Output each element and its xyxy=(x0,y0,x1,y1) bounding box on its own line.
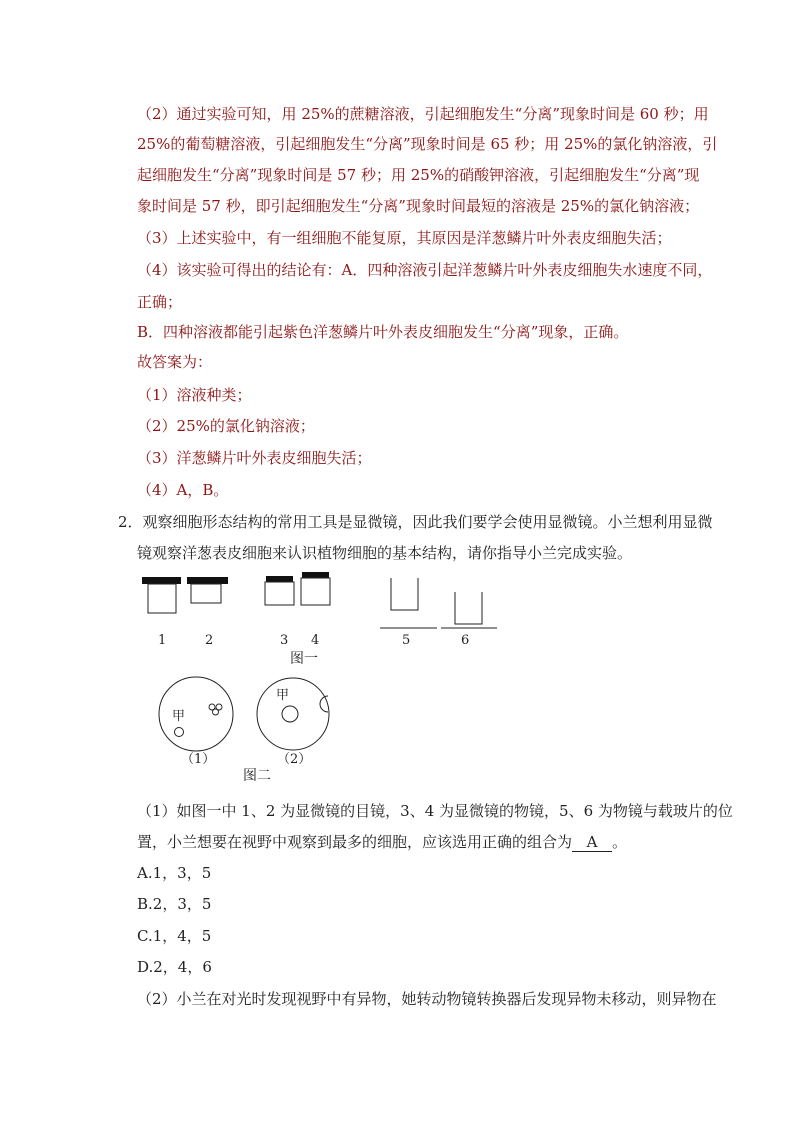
sub1-line1: （1）如图一中 1、2 为显微镜的目镜，3、4 为显微镜的物镜，5、6 为物镜与载玻片的位 xyxy=(137,802,733,820)
eyepiece-2 xyxy=(187,577,228,603)
objective-4 xyxy=(301,572,330,605)
sub1-line2-end: 。 xyxy=(612,833,628,851)
answer-1: （1）溶液种类； xyxy=(137,386,252,404)
answer-4: （4）A，B。 xyxy=(137,481,229,499)
figure2-view1-label: 甲 xyxy=(172,709,186,724)
position-6 xyxy=(441,592,497,628)
figure1-label-5: 5 xyxy=(402,633,411,648)
figure2-subcaption-2: （2） xyxy=(277,752,312,767)
objective-3 xyxy=(265,576,294,605)
figure1-label-4: 4 xyxy=(311,633,320,648)
answer-heading: 故答案为： xyxy=(137,353,213,371)
answer-p2-line3: 起细胞发生“分离”现象时间是 57 秒；用 25%的硝酸钾溶液，引起细胞发生“分离”现 xyxy=(137,166,700,184)
answer-2: （2）25%的氯化钠溶液； xyxy=(137,417,315,435)
view-1 xyxy=(159,677,233,751)
option-c: C.1，4，5 xyxy=(137,927,212,945)
answer-p3: （3）上述实验中，有一组细胞不能复原，其原因是洋葱鳞片叶外表皮细胞失活； xyxy=(137,229,672,247)
figure1-label-6: 6 xyxy=(461,633,470,648)
view-2 xyxy=(257,678,329,750)
figure1-label-3: 3 xyxy=(280,633,289,648)
answer-p2-line2: 25%的葡萄糖溶液，引起细胞发生“分离”现象时间是 65 秒；用 25%的氯化钠溶液，引 xyxy=(137,135,718,153)
answer-3: （3）洋葱鳞片叶外表皮细胞失活； xyxy=(137,449,372,467)
question2-intro-line2: 镜观察洋葱表皮细胞来认识植物细胞的基本结构，请你指导小兰完成实验。 xyxy=(137,544,633,562)
sub2-line1: （2）小兰在对光时发现视野中有异物，她转动物镜转换器后发现异物未移动，则异物在 xyxy=(137,990,717,1008)
sub1-line2-text: 置，小兰想要在视野中观察到最多的细胞，应该选用正确的组合为 xyxy=(137,833,573,851)
answer-p2-line4: 象时间是 57 秒，即引起细胞发生“分离”现象时间最短的溶液是 25%的氯化钠溶液； xyxy=(137,197,700,215)
option-b: B.2，3，5 xyxy=(137,895,212,913)
figure2-view2-label: 甲 xyxy=(276,688,290,703)
figure1-label-2: 2 xyxy=(205,633,214,648)
figure1-caption: 图一 xyxy=(290,651,318,667)
figure1-label-1: 1 xyxy=(158,633,167,648)
answer-blank: A xyxy=(572,834,612,852)
answer-p2-line1: （2）通过实验可知，用 25%的蔗糖溶液，引起细胞发生“分离”现象时间是 60 秒；用 xyxy=(137,105,709,123)
option-a: A.1，3，5 xyxy=(137,864,212,882)
answer-p4-line2: 正确； xyxy=(137,293,183,311)
option-d: D.2，4，6 xyxy=(137,958,212,976)
answer-p4-line3: B．四种溶液都能引起紫色洋葱鳞片叶外表皮细胞发生“分离”现象，正确。 xyxy=(137,323,629,341)
eyepiece-1 xyxy=(142,577,181,613)
figure2-subcaption-1: （1） xyxy=(181,752,216,767)
figure2-caption: 图二 xyxy=(243,768,271,784)
position-5 xyxy=(380,578,437,628)
sub1-line2 xyxy=(137,832,627,852)
figure1-lenses xyxy=(135,570,505,640)
answer-p4-line1: （4）该实验可得出的结论有：A．四种溶液引起洋葱鳞片叶外表皮细胞失水速度不同， xyxy=(137,261,713,279)
question2-intro-line1: 2．观察细胞形态结构的常用工具是显微镜，因此我们要学会使用显微镜。小兰想利用显微 xyxy=(118,513,713,531)
